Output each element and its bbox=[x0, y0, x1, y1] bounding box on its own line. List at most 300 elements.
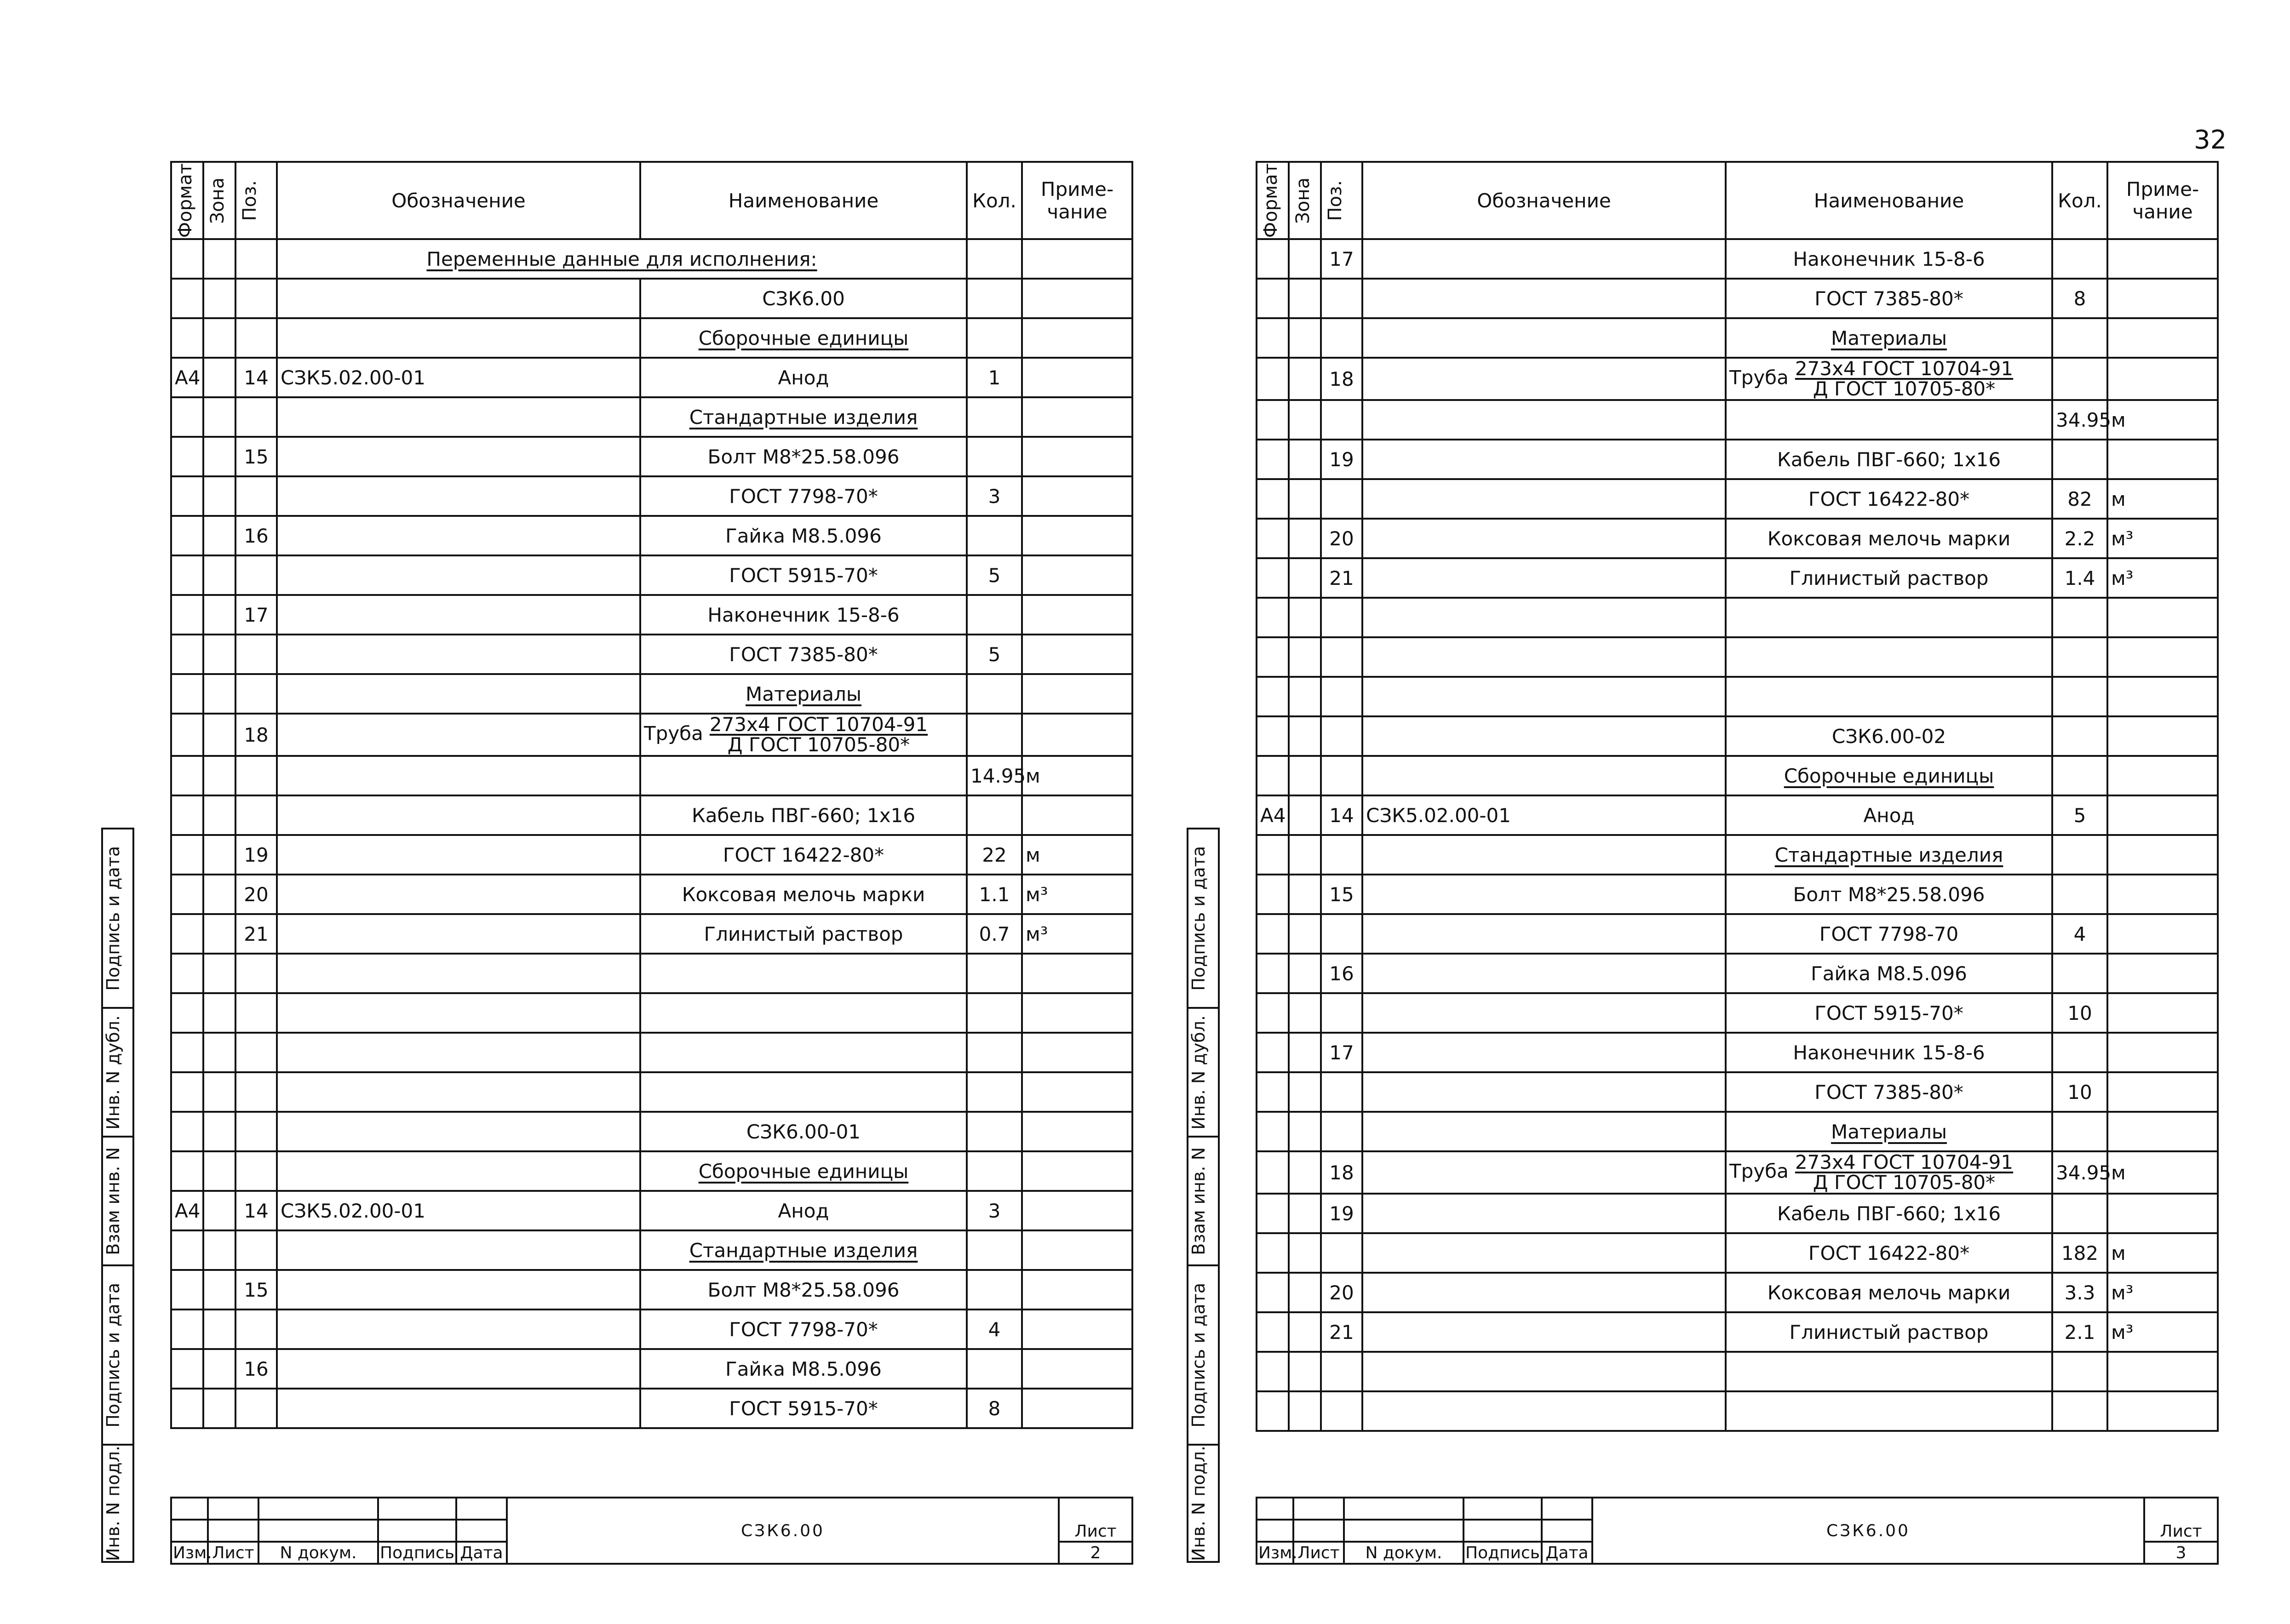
item-name: Глинистый раствор bbox=[1789, 1321, 1989, 1344]
cell-pos: 19 bbox=[1321, 440, 1362, 479]
item-name: ГОСТ 16422-80* bbox=[1808, 487, 1970, 510]
pipe-denominator: Д ГОСТ 10705-80* bbox=[1813, 377, 1996, 400]
spec-row bbox=[171, 1389, 1132, 1428]
cell-pos bbox=[1321, 716, 1362, 756]
cell-qty bbox=[967, 674, 1022, 714]
cell-note bbox=[1022, 1230, 1132, 1270]
spec-row bbox=[171, 674, 1132, 714]
cell-designation bbox=[1362, 1391, 1726, 1431]
cell-zone bbox=[1289, 914, 1321, 954]
spec-row bbox=[171, 993, 1132, 1033]
cell-note: м³ bbox=[2107, 1312, 2218, 1352]
cell-note bbox=[2107, 677, 2218, 716]
spec-body-right bbox=[1257, 239, 2218, 1431]
cell-name bbox=[1726, 795, 2052, 835]
spec-row bbox=[171, 875, 1132, 914]
item-name: СЗК6.00-02 bbox=[1831, 725, 1946, 748]
strip-field-signature-date: Подпись и дата bbox=[1188, 846, 1209, 991]
strip-field-inv-podl: Инв. N подл. bbox=[103, 1446, 123, 1561]
section-heading: Материалы bbox=[1831, 1120, 1947, 1143]
cell-note bbox=[1022, 1033, 1132, 1072]
spec-row bbox=[1257, 239, 2218, 279]
spec-row bbox=[171, 397, 1132, 437]
spec-row bbox=[171, 279, 1132, 318]
cell-pos: 18 bbox=[1321, 1151, 1362, 1194]
cell-pos bbox=[235, 674, 277, 714]
cell-zone bbox=[1289, 239, 1321, 279]
cell-zone bbox=[203, 714, 235, 756]
cell-name bbox=[640, 358, 967, 397]
cell-designation bbox=[277, 1270, 640, 1309]
cell-pos bbox=[235, 954, 277, 993]
cell-name bbox=[640, 1072, 967, 1112]
item-name: ГОСТ 7798-70 bbox=[1819, 922, 1959, 945]
cell-format bbox=[171, 1112, 203, 1151]
cell-note bbox=[1022, 1191, 1132, 1230]
cell-designation: СЗК5.02.00-01 bbox=[277, 1191, 640, 1230]
cell-name bbox=[1726, 1233, 2052, 1273]
cell-zone bbox=[203, 1270, 235, 1309]
stamp-izm: Изм. bbox=[1257, 1542, 1293, 1564]
cell-pos bbox=[1321, 279, 1362, 318]
item-name: ГОСТ 7385-80* bbox=[1814, 287, 1963, 310]
header-pos: Поз. bbox=[1325, 180, 1346, 221]
item-name: ГОСТ 7798-70* bbox=[729, 485, 878, 508]
spec-row bbox=[1257, 1312, 2218, 1352]
cell-format bbox=[171, 674, 203, 714]
cell-format bbox=[171, 1270, 203, 1309]
cell-format bbox=[171, 516, 203, 555]
spec-row bbox=[171, 358, 1132, 397]
stamp-data: Дата bbox=[456, 1542, 507, 1564]
cell-qty: 14.95 bbox=[967, 756, 1022, 795]
spec-row bbox=[1257, 1072, 2218, 1112]
cell-format bbox=[1257, 835, 1289, 875]
spec-row bbox=[1257, 479, 2218, 519]
cell-note bbox=[2107, 1112, 2218, 1151]
cell-format bbox=[171, 795, 203, 835]
spec-row bbox=[171, 1072, 1132, 1112]
cell-note bbox=[2107, 1352, 2218, 1391]
cell-note bbox=[1022, 318, 1132, 358]
cell-note bbox=[2107, 279, 2218, 318]
cell-zone bbox=[1289, 1194, 1321, 1233]
item-name: Кабель ПВГ-660; 1х16 bbox=[1777, 448, 2001, 471]
cell-designation bbox=[277, 835, 640, 875]
cell-pos bbox=[235, 756, 277, 795]
header-designation: Обозначение bbox=[277, 162, 640, 239]
cell-designation bbox=[1362, 558, 1726, 598]
cell-designation bbox=[1362, 1194, 1726, 1233]
spec-row bbox=[1257, 795, 2218, 835]
cell-name bbox=[640, 1151, 967, 1191]
cell-name bbox=[1726, 519, 2052, 558]
cell-zone bbox=[1289, 716, 1321, 756]
cell-designation bbox=[1362, 1233, 1726, 1273]
cell-designation bbox=[277, 795, 640, 835]
cell-format bbox=[1257, 519, 1289, 558]
cell-pos: 16 bbox=[235, 1349, 277, 1389]
cell-format bbox=[1257, 239, 1289, 279]
cell-note bbox=[1022, 1151, 1132, 1191]
strip-field-inv-podl: Инв. N подл. bbox=[1188, 1446, 1209, 1561]
cell-designation bbox=[1362, 318, 1726, 358]
spec-row bbox=[171, 914, 1132, 954]
cell-qty bbox=[967, 1072, 1022, 1112]
strip-field-vzam-inv: Взам инв. N bbox=[1188, 1147, 1209, 1255]
pipe-numerator: 273х4 ГОСТ 10704-91 bbox=[709, 713, 928, 736]
cell-qty bbox=[967, 595, 1022, 635]
cell-zone bbox=[1289, 1312, 1321, 1352]
cell-qty: 22 bbox=[967, 835, 1022, 875]
cell-note bbox=[1022, 397, 1132, 437]
section-heading: Сборочные единицы bbox=[1784, 764, 1994, 787]
cell-zone bbox=[203, 756, 235, 795]
pipe-fraction bbox=[1795, 359, 2013, 399]
cell-qty bbox=[2052, 1391, 2107, 1431]
cell-zone bbox=[203, 1033, 235, 1072]
cell-note bbox=[2107, 598, 2218, 637]
header-name: Наименование bbox=[640, 162, 967, 239]
cell-name bbox=[640, 476, 967, 516]
spec-row bbox=[171, 1112, 1132, 1151]
cell-qty bbox=[2052, 239, 2107, 279]
cell-note bbox=[1022, 1349, 1132, 1389]
cell-qty bbox=[967, 239, 1022, 279]
cell-designation bbox=[277, 318, 640, 358]
cell-zone bbox=[203, 1151, 235, 1191]
cell-pos bbox=[235, 318, 277, 358]
cell-format bbox=[1257, 1194, 1289, 1233]
cell-format: А4 bbox=[171, 1191, 203, 1230]
cell-zone bbox=[203, 875, 235, 914]
cell-qty: 1.1 bbox=[967, 875, 1022, 914]
cell-pos: 18 bbox=[1321, 358, 1362, 400]
cell-format bbox=[1257, 914, 1289, 954]
cell-format bbox=[171, 756, 203, 795]
spec-row bbox=[1257, 1194, 2218, 1233]
cell-pos bbox=[1321, 598, 1362, 637]
spec-row bbox=[1257, 875, 2218, 914]
cell-pos bbox=[235, 1151, 277, 1191]
cell-name bbox=[1726, 677, 2052, 716]
cell-qty bbox=[2052, 875, 2107, 914]
spec-row bbox=[1257, 637, 2218, 677]
cell-note bbox=[1022, 1309, 1132, 1349]
cell-format bbox=[1257, 1273, 1289, 1312]
cell-designation bbox=[277, 954, 640, 993]
title-block-left bbox=[170, 1497, 1133, 1565]
item-name: СЗК6.00-01 bbox=[746, 1120, 861, 1143]
cell-note bbox=[1022, 279, 1132, 318]
header-note: Приме- чание bbox=[1022, 162, 1132, 239]
cell-note: м³ bbox=[1022, 875, 1132, 914]
side-strip-left bbox=[101, 828, 134, 1563]
sheet-number-right: 3 bbox=[2144, 1542, 2218, 1564]
cell-note bbox=[1022, 516, 1132, 555]
cell-zone bbox=[1289, 558, 1321, 598]
cell-pos bbox=[235, 1230, 277, 1270]
cell-name bbox=[640, 1191, 967, 1230]
header-designation: Обозначение bbox=[1362, 162, 1726, 239]
cell-note bbox=[1022, 635, 1132, 674]
strip-field-signature-date-2: Подпись и дата bbox=[103, 1282, 123, 1428]
pipe-prefix: Труба bbox=[644, 722, 703, 745]
cell-name bbox=[1726, 440, 2052, 479]
cell-name bbox=[640, 437, 967, 476]
cell-name bbox=[1726, 1312, 2052, 1352]
spec-header-row bbox=[171, 162, 1132, 239]
spec-row bbox=[1257, 519, 2218, 558]
cell-pos: 15 bbox=[235, 437, 277, 476]
cell-designation bbox=[1362, 1312, 1726, 1352]
cell-name bbox=[1726, 716, 2052, 756]
cell-qty: 4 bbox=[2052, 914, 2107, 954]
cell-qty bbox=[2052, 1112, 2107, 1151]
cell-pos bbox=[235, 635, 277, 674]
cell-pos: 16 bbox=[1321, 954, 1362, 993]
cell-designation bbox=[1362, 756, 1726, 795]
cell-qty bbox=[967, 1270, 1022, 1309]
strip-field-inv-dubl: Инв. N дубл. bbox=[103, 1015, 123, 1130]
cell-note bbox=[1022, 239, 1132, 279]
cell-pos bbox=[1321, 914, 1362, 954]
cell-zone bbox=[1289, 279, 1321, 318]
cell-name bbox=[1726, 756, 2052, 795]
cell-format bbox=[1257, 756, 1289, 795]
cell-designation bbox=[1362, 914, 1726, 954]
pipe-denominator: Д ГОСТ 10705-80* bbox=[727, 733, 910, 756]
cell-zone bbox=[1289, 1352, 1321, 1391]
header-format: Формат bbox=[175, 163, 196, 238]
cell-format bbox=[171, 1389, 203, 1428]
item-name: ГОСТ 5915-70* bbox=[729, 564, 878, 587]
cell-zone bbox=[203, 835, 235, 875]
header-qty: Кол. bbox=[2052, 162, 2107, 239]
sheet-label-right: Лист bbox=[2144, 1498, 2218, 1542]
cell-designation bbox=[277, 714, 640, 756]
spec-row bbox=[1257, 1233, 2218, 1273]
cell-designation bbox=[277, 674, 640, 714]
cell-name bbox=[1726, 479, 2052, 519]
cell-format bbox=[171, 993, 203, 1033]
spec-row bbox=[1257, 835, 2218, 875]
cell-zone bbox=[203, 1072, 235, 1112]
item-name: Коксовая мелочь марки bbox=[682, 883, 925, 906]
item-name: Кабель ПВГ-660; 1х16 bbox=[691, 804, 916, 827]
spec-row bbox=[1257, 558, 2218, 598]
spec-row bbox=[1257, 914, 2218, 954]
cell-zone bbox=[203, 239, 235, 279]
cell-zone bbox=[1289, 358, 1321, 400]
cell-qty: 8 bbox=[967, 1389, 1022, 1428]
spec-row bbox=[1257, 1273, 2218, 1312]
cell-qty: 5 bbox=[2052, 795, 2107, 835]
cell-name bbox=[640, 993, 967, 1033]
side-strip-right bbox=[1187, 828, 1220, 1563]
item-name: ГОСТ 7385-80* bbox=[729, 643, 878, 666]
cell-designation bbox=[1362, 954, 1726, 993]
cell-format bbox=[1257, 677, 1289, 716]
cell-zone bbox=[1289, 835, 1321, 875]
cell-note bbox=[1022, 1112, 1132, 1151]
cell-qty bbox=[967, 954, 1022, 993]
cell-zone bbox=[1289, 479, 1321, 519]
spec-row bbox=[171, 1230, 1132, 1270]
spec-row bbox=[1257, 400, 2218, 440]
item-name: Коксовая мелочь марки bbox=[1767, 1281, 2011, 1304]
spec-row bbox=[1257, 598, 2218, 637]
cell-format bbox=[1257, 358, 1289, 400]
cell-note bbox=[2107, 1391, 2218, 1431]
stamp-ndoc: N докум. bbox=[258, 1542, 378, 1564]
cell-pos bbox=[235, 1389, 277, 1428]
header-zone: Зона bbox=[207, 177, 228, 224]
title-block-right bbox=[1256, 1497, 2219, 1565]
cell-zone bbox=[1289, 598, 1321, 637]
cell-format bbox=[1257, 1352, 1289, 1391]
cell-format bbox=[1257, 400, 1289, 440]
cell-designation bbox=[1362, 993, 1726, 1033]
cell-name bbox=[640, 1349, 967, 1389]
cell-pos bbox=[235, 239, 277, 279]
spec-body-left bbox=[171, 239, 1132, 1428]
cell-zone bbox=[1289, 1151, 1321, 1194]
cell-format bbox=[1257, 479, 1289, 519]
header-zone: Зона bbox=[1292, 177, 1314, 224]
cell-name-pipe bbox=[1726, 358, 2052, 400]
cell-designation bbox=[1362, 598, 1726, 637]
stamp-list: Лист bbox=[208, 1542, 258, 1564]
cell-qty bbox=[2052, 954, 2107, 993]
cell-name bbox=[640, 1270, 967, 1309]
cell-pos bbox=[235, 279, 277, 318]
cell-zone bbox=[1289, 1391, 1321, 1431]
cell-format bbox=[171, 635, 203, 674]
cell-format bbox=[171, 1349, 203, 1389]
cell-pos: 15 bbox=[1321, 875, 1362, 914]
cell-designation bbox=[1362, 1112, 1726, 1151]
spec-row bbox=[1257, 1352, 2218, 1391]
cell-note bbox=[1022, 555, 1132, 595]
sheet-number-left: 2 bbox=[1059, 1542, 1132, 1564]
cell-pos: 19 bbox=[1321, 1194, 1362, 1233]
spec-row bbox=[171, 1270, 1132, 1309]
cell-pos: 20 bbox=[1321, 519, 1362, 558]
cell-format bbox=[171, 437, 203, 476]
cell-note: м bbox=[2107, 1151, 2218, 1194]
cell-qty bbox=[2052, 1194, 2107, 1233]
cell-qty: 1 bbox=[967, 358, 1022, 397]
cell-designation bbox=[277, 875, 640, 914]
cell-designation bbox=[1362, 1151, 1726, 1194]
spec-row bbox=[1257, 677, 2218, 716]
cell-note bbox=[2107, 318, 2218, 358]
cell-format bbox=[171, 397, 203, 437]
cell-pos bbox=[235, 993, 277, 1033]
cell-name bbox=[640, 555, 967, 595]
cell-zone bbox=[1289, 519, 1321, 558]
cell-name bbox=[1726, 637, 2052, 677]
pipe-denominator: Д ГОСТ 10705-80* bbox=[1813, 1171, 1996, 1194]
cell-name bbox=[640, 635, 967, 674]
cell-format bbox=[171, 954, 203, 993]
spec-row bbox=[171, 476, 1132, 516]
cell-format bbox=[1257, 954, 1289, 993]
cell-zone bbox=[203, 1191, 235, 1230]
cell-pos: 21 bbox=[1321, 1312, 1362, 1352]
cell-note: м bbox=[2107, 479, 2218, 519]
cell-pos bbox=[1321, 1352, 1362, 1391]
cell-name bbox=[640, 756, 967, 795]
spec-row bbox=[171, 595, 1132, 635]
item-name: Гайка М8.5.096 bbox=[725, 524, 882, 547]
cell-designation bbox=[277, 279, 640, 318]
cell-note: м bbox=[1022, 835, 1132, 875]
cell-name bbox=[640, 1309, 967, 1349]
header-qty: Кол. bbox=[967, 162, 1022, 239]
cell-format bbox=[171, 279, 203, 318]
cell-designation bbox=[1362, 637, 1726, 677]
cell-note bbox=[2107, 440, 2218, 479]
cell-zone bbox=[1289, 440, 1321, 479]
cell-name bbox=[640, 875, 967, 914]
spec-row bbox=[1257, 358, 2218, 400]
cell-pos: 17 bbox=[1321, 239, 1362, 279]
cell-designation bbox=[1362, 835, 1726, 875]
cell-designation bbox=[1362, 479, 1726, 519]
section-heading: Сборочные единицы bbox=[698, 326, 909, 349]
cell-note bbox=[1022, 1270, 1132, 1309]
spec-row bbox=[171, 1191, 1132, 1230]
cell-format bbox=[1257, 1033, 1289, 1072]
spec-row bbox=[171, 239, 1132, 279]
item-name: Наконечник 15-8-6 bbox=[1793, 247, 1985, 270]
cell-zone bbox=[1289, 1233, 1321, 1273]
cell-pos: 15 bbox=[235, 1270, 277, 1309]
cell-zone bbox=[1289, 1033, 1321, 1072]
cell-name bbox=[640, 914, 967, 954]
cell-note bbox=[1022, 795, 1132, 835]
cell-zone bbox=[203, 358, 235, 397]
cell-designation bbox=[1362, 279, 1726, 318]
cell-name bbox=[640, 595, 967, 635]
pipe-numerator: 273х4 ГОСТ 10704-91 bbox=[1795, 357, 2014, 380]
stamp-ndoc: N докум. bbox=[1344, 1542, 1464, 1564]
cell-name bbox=[640, 1033, 967, 1072]
spec-table-right bbox=[1256, 161, 2219, 1432]
cell-note bbox=[2107, 1033, 2218, 1072]
spec-row bbox=[171, 1309, 1132, 1349]
cell-format bbox=[1257, 1233, 1289, 1273]
item-name: Анод bbox=[1863, 804, 1915, 827]
cell-qty bbox=[967, 1151, 1022, 1191]
cell-zone bbox=[203, 1230, 235, 1270]
spec-row bbox=[171, 756, 1132, 795]
item-name: ГОСТ 5915-70* bbox=[1814, 1001, 1963, 1024]
cell-format bbox=[171, 595, 203, 635]
page-number: 32 bbox=[2194, 125, 2227, 155]
cell-designation bbox=[1362, 400, 1726, 440]
section-heading: Стандартные изделия bbox=[1774, 843, 2003, 866]
cell-name bbox=[640, 795, 967, 835]
cell-qty bbox=[2052, 677, 2107, 716]
cell-pos: 20 bbox=[235, 875, 277, 914]
cell-designation bbox=[277, 635, 640, 674]
item-name: Анод bbox=[778, 1199, 829, 1222]
cell-qty bbox=[967, 516, 1022, 555]
cell-format bbox=[1257, 1072, 1289, 1112]
